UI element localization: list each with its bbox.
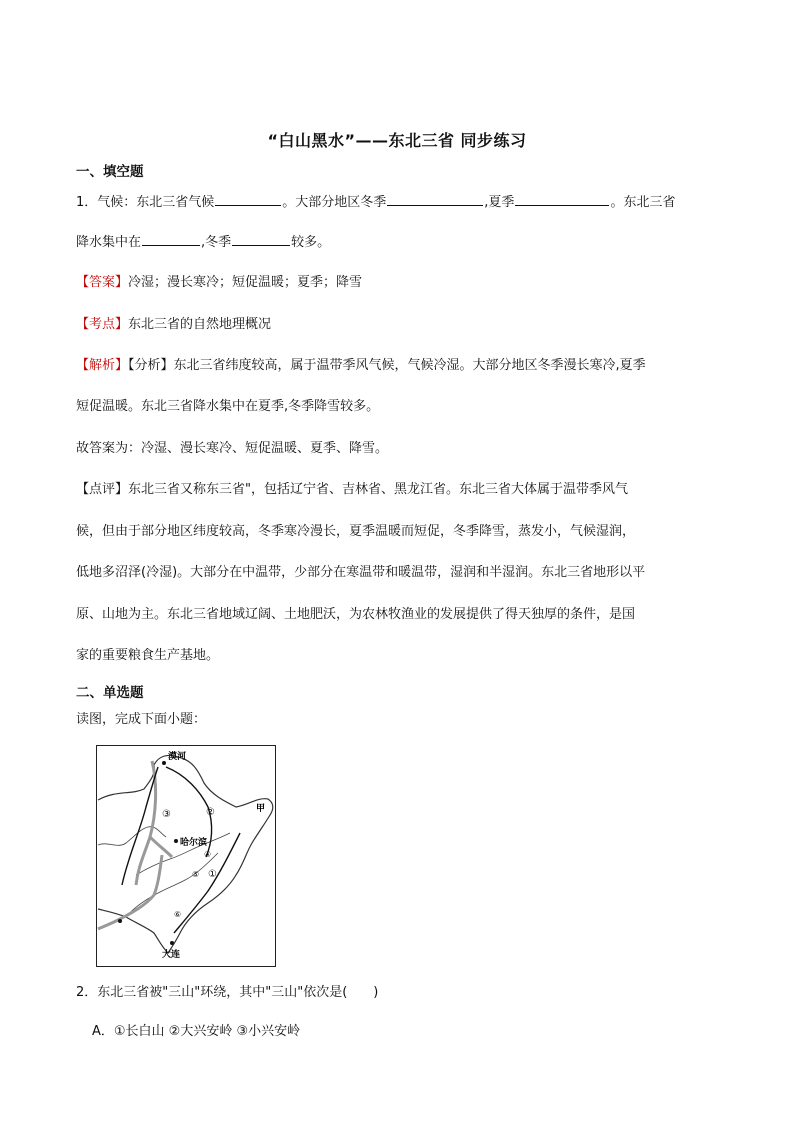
q2-text-c: 较多。 [291,235,331,250]
label-marker-3: ③ [162,809,171,820]
blank-summer[interactable] [515,191,609,206]
q2-text-a: 降水集中在 [76,235,142,250]
label-marker-5: ⑤ [192,870,200,879]
q1-text-d: 。东北三省 [610,195,676,210]
dalian-point [170,941,174,945]
question-1-line-2 [76,231,726,253]
q1-text-c: ,夏季 [484,195,515,210]
blank-climate[interactable] [215,191,281,206]
question-1-line-1 [76,191,726,213]
label-marker-2: ② [206,807,215,818]
analysis-line-1 [76,356,726,376]
q2-text-b: ,冬季 [201,235,232,250]
q1-text-b: 。大部分地区冬季 [282,195,387,210]
answer-line [76,273,726,293]
page-title: “白山黑水”——东北三省 同步练习 [267,131,527,150]
read-map-instruction: 读图，完成下面小题： [76,712,207,727]
blank-winter[interactable] [387,191,483,206]
section-heading-fill: 一、填空题 [76,164,144,180]
label-harbin: 哈尔滨 [180,838,208,848]
answer-tag: 【答案】 [76,275,129,290]
analysis-line-3: 故答案为：冷湿、漫长寒冷、短促温暖、夏季、降雪。 [76,441,389,456]
label-jia: 甲 [256,804,266,814]
northeast-china-map [96,745,276,967]
section-heading-single: 二、单选题 [76,685,144,701]
harbin-point [174,839,178,843]
review-line-3: 低地多沼泽(冷湿)。大部分在中温带，少部分在寒温带和暖温带，湿润和半湿润。东北三省地形以平 [76,565,646,580]
label-mohe: 漠河 [168,752,187,762]
blank-rain-season[interactable] [142,231,200,246]
question-2-option-a[interactable]: A．①长白山 ②大兴安岭 ③小兴安岭 [92,1024,301,1039]
beijing-point [118,919,122,923]
analysis-tag: 【解析】 [76,358,129,373]
label-dalian: 大连 [162,950,181,960]
review-line-1: 【点评】东北三省又称东三省"，包括辽宁省、吉林省、黑龙江省。东北三省大体属于温带季风气 [76,482,628,497]
point-line [76,315,726,335]
label-marker-6: ⑥ [174,910,182,919]
review-line-5: 家的重要粮食生产基地。 [76,648,220,663]
answer-text: 冷湿；漫长寒冷；短促温暖；夏季；降雪 [128,275,363,290]
mohe-point [162,761,166,765]
analysis-line-2: 短促温暖。东北三省降水集中在夏季,冬季降雪较多。 [76,399,380,414]
blank-winter-precip[interactable] [232,231,290,246]
label-marker-1: ① [208,869,217,880]
review-line-2: 候，但由于部分地区纬度较高，冬季寒冷漫长，夏季温暖而短促，冬季降雪，蒸发小，气候湿润， [76,524,636,539]
point-text: 东北三省的自然地理概况 [128,317,272,332]
point-tag: 【考点】 [76,317,129,332]
analysis-text-1: 【分析】东北三省纬度较高，属于温带季风气候，气候冷湿。大部分地区冬季漫长寒冷,夏季 [128,358,646,373]
question-2-stem: 2．东北三省被"三山"环绕，其中"三山"依次是( ) [76,985,379,1000]
q1-text-a: 1．气候：东北三省气候 [76,195,215,210]
label-marker-4: ④ [204,850,212,859]
review-line-4: 原、山地为主。东北三省地域辽阔、土地肥沃，为农林牧渔业的发展提供了得天独厚的条件，是国 [76,607,636,622]
